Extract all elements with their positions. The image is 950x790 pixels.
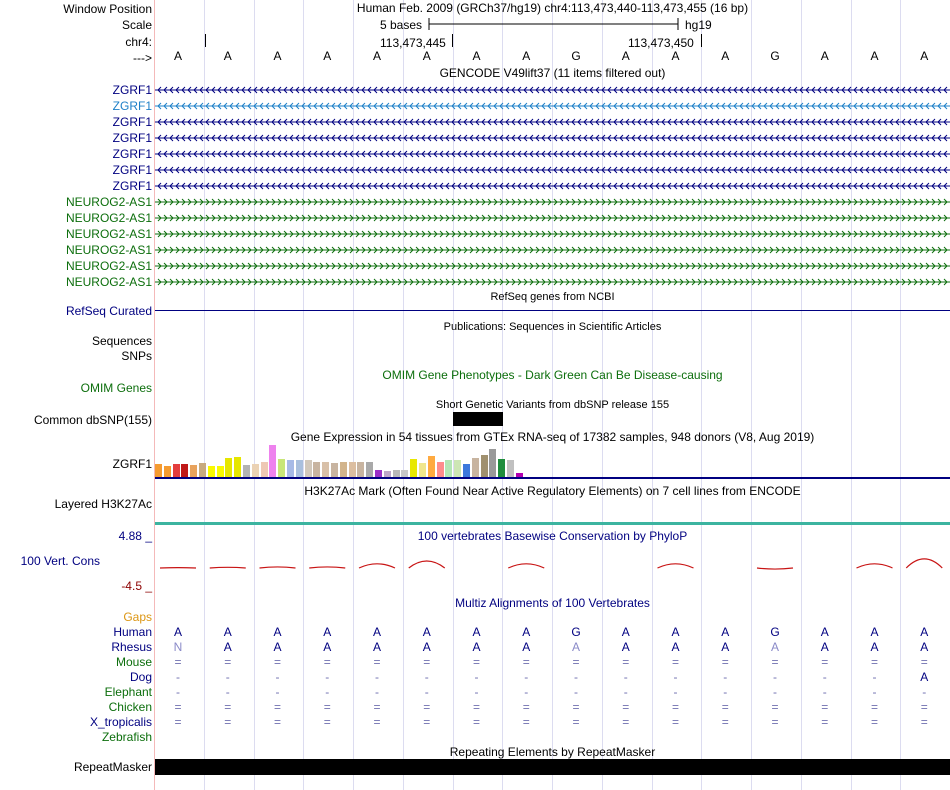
base-letter: A bbox=[522, 49, 531, 63]
gencode-transcript-label[interactable]: NEUROG2-AS1 bbox=[65, 227, 152, 241]
gtex-bar-chart[interactable] bbox=[155, 444, 555, 477]
gencode-transcript-line[interactable] bbox=[155, 84, 950, 96]
multiz-track-title: Multiz Alignments of 100 Vertebrates bbox=[455, 596, 650, 610]
multiz-base: - bbox=[822, 685, 827, 699]
multiz-base: - bbox=[474, 685, 479, 699]
phylop-ymax-label: 4.88 _ bbox=[118, 529, 152, 543]
multiz-base: = bbox=[522, 700, 530, 714]
multiz-base: - bbox=[325, 670, 330, 684]
multiz-base: = bbox=[273, 700, 282, 714]
gtex-tissue-bar[interactable] bbox=[401, 470, 408, 477]
gtex-tissue-bar[interactable] bbox=[393, 470, 400, 477]
multiz-base: = bbox=[920, 655, 928, 669]
gtex-tissue-bar[interactable] bbox=[437, 462, 444, 477]
coord-tick bbox=[452, 34, 453, 47]
multiz-base: = bbox=[771, 715, 779, 729]
phylop-score-peak bbox=[508, 564, 544, 568]
gtex-tissue-bar[interactable] bbox=[357, 462, 364, 477]
scale-bases-text: 5 bases bbox=[380, 18, 423, 32]
coord-label-1: 113,473,445 bbox=[380, 36, 446, 50]
multiz-base: A bbox=[671, 625, 680, 639]
gencode-transcript-label[interactable]: NEUROG2-AS1 bbox=[65, 243, 152, 257]
multiz-base: - bbox=[176, 685, 180, 699]
multiz-base: - bbox=[375, 670, 379, 684]
gencode-transcript-label[interactable]: ZGRF1 bbox=[112, 131, 152, 145]
phylop-ymin-label: -4.5 _ bbox=[121, 579, 152, 593]
multiz-base: A bbox=[472, 640, 481, 654]
multiz-base: - bbox=[773, 685, 777, 699]
omim-track-label[interactable]: OMIM Genes bbox=[80, 381, 152, 395]
multiz-base: = bbox=[671, 715, 680, 729]
multiz-base: A bbox=[770, 640, 780, 654]
gtex-tissue-bar[interactable] bbox=[190, 465, 197, 477]
multiz-base: G bbox=[770, 625, 780, 639]
multiz-base: = bbox=[323, 700, 331, 714]
publications-track-title: Publications: Sequences in Scientific Articles bbox=[443, 321, 662, 333]
gtex-tissue-bar[interactable] bbox=[296, 460, 303, 477]
multiz-base: A bbox=[671, 640, 680, 654]
multiz-base: - bbox=[275, 670, 280, 684]
base-letter: A bbox=[372, 49, 382, 63]
multiz-base: - bbox=[574, 670, 578, 684]
multiz-base: - bbox=[424, 670, 429, 684]
gtex-tissue-bar[interactable] bbox=[340, 462, 347, 477]
gencode-transcript-line[interactable] bbox=[155, 148, 950, 160]
multiz-base: = bbox=[273, 655, 282, 669]
multiz-base: A bbox=[273, 625, 282, 639]
multiz-base: = bbox=[224, 655, 232, 669]
gtex-tissue-bar[interactable] bbox=[217, 466, 224, 477]
multiz-base: - bbox=[872, 685, 877, 699]
base-letter: A bbox=[472, 49, 481, 63]
phylop-score-peak bbox=[309, 567, 345, 568]
multiz-base: A bbox=[920, 640, 929, 654]
multiz-base: = bbox=[373, 655, 381, 669]
gtex-tissue-bar[interactable] bbox=[463, 464, 470, 477]
multiz-base: = bbox=[572, 655, 580, 669]
multiz-base: A bbox=[323, 640, 332, 654]
multiz-base: A bbox=[372, 625, 382, 639]
gtex-tissue-bar[interactable] bbox=[498, 459, 505, 477]
coord-tick bbox=[701, 34, 702, 47]
multiz-base: = bbox=[920, 700, 928, 714]
multiz-base: - bbox=[723, 685, 728, 699]
base-letter: A bbox=[273, 49, 282, 63]
multiz-base: A bbox=[870, 640, 879, 654]
phylop-score-peak bbox=[658, 564, 694, 568]
multiz-base: = bbox=[622, 655, 630, 669]
gtex-tissue-bar[interactable] bbox=[173, 464, 180, 477]
multiz-base: A bbox=[422, 640, 431, 654]
multiz-base: A bbox=[820, 640, 829, 654]
multiz-base: A bbox=[273, 640, 282, 654]
multiz-base: - bbox=[375, 685, 379, 699]
multiz-base: A bbox=[223, 640, 232, 654]
phylop-score-peak bbox=[857, 564, 893, 568]
gtex-tissue-bar[interactable] bbox=[489, 449, 496, 477]
multiz-base: = bbox=[771, 700, 779, 714]
multiz-base: = bbox=[522, 715, 530, 729]
window-position-label: Window Position bbox=[63, 2, 152, 16]
gtex-tissue-bar[interactable] bbox=[261, 462, 268, 477]
scale-bar bbox=[428, 17, 680, 31]
multiz-species-label[interactable]: Chicken bbox=[108, 700, 152, 714]
gtex-track-title: Gene Expression in 54 tissues from GTEx RNA-seq of 17382 samples, 948 donors (V8, Aug 2019) bbox=[290, 430, 815, 444]
multiz-base: - bbox=[623, 685, 628, 699]
gtex-tissue-bar[interactable] bbox=[331, 463, 338, 477]
multiz-base: = bbox=[423, 700, 431, 714]
h3k27ac-track-label[interactable]: Layered H3K27Ac bbox=[54, 497, 152, 511]
gencode-transcript-line[interactable] bbox=[155, 244, 950, 256]
repeatmasker-track-label[interactable]: RepeatMasker bbox=[73, 760, 152, 774]
multiz-species-label[interactable]: Rhesus bbox=[111, 640, 152, 654]
gtex-tissue-bar[interactable] bbox=[366, 462, 373, 477]
multiz-base: - bbox=[424, 685, 429, 699]
multiz-base: - bbox=[723, 670, 728, 684]
multiz-base: - bbox=[474, 670, 479, 684]
multiz-base: = bbox=[622, 700, 630, 714]
base-letter: A bbox=[820, 49, 829, 63]
multiz-species-label[interactable]: Zebrafish bbox=[101, 730, 152, 744]
gtex-tissue-bar[interactable] bbox=[234, 457, 241, 477]
coord-tick bbox=[205, 34, 206, 47]
multiz-base: = bbox=[721, 655, 729, 669]
omim-track-title: OMIM Gene Phenotypes - Dark Green Can Be Disease-causing bbox=[382, 368, 723, 382]
multiz-base: = bbox=[373, 715, 381, 729]
multiz-base: A bbox=[870, 625, 879, 639]
multiz-base: = bbox=[423, 655, 431, 669]
gtex-tissue-bar[interactable] bbox=[225, 458, 232, 477]
multiz-base: - bbox=[872, 670, 877, 684]
gencode-transcript-label[interactable]: ZGRF1 bbox=[112, 163, 152, 177]
multiz-base: = bbox=[870, 700, 879, 714]
multiz-species-label[interactable]: Human bbox=[113, 625, 152, 639]
multiz-base: = bbox=[870, 655, 879, 669]
multiz-base: = bbox=[423, 715, 431, 729]
refseq-track-title: RefSeq genes from NCBI bbox=[490, 291, 615, 303]
multiz-base: = bbox=[870, 715, 879, 729]
multiz-base: = bbox=[572, 715, 580, 729]
refseq-gene-line[interactable] bbox=[155, 310, 950, 311]
phylop-score-peak bbox=[409, 561, 445, 568]
multiz-base: = bbox=[323, 655, 331, 669]
multiz-base: - bbox=[574, 685, 578, 699]
multiz-base: = bbox=[472, 700, 481, 714]
gencode-transcript-line[interactable] bbox=[155, 132, 950, 144]
multiz-base: = bbox=[771, 655, 779, 669]
multiz-base: = bbox=[224, 700, 232, 714]
scale-label: Scale bbox=[121, 18, 152, 32]
base-letter: A bbox=[671, 49, 680, 63]
gtex-tissue-bar[interactable] bbox=[199, 463, 206, 477]
multiz-base: A bbox=[173, 625, 183, 639]
multiz-gaps-label: Gaps bbox=[123, 610, 152, 624]
gtex-tissue-bar[interactable] bbox=[428, 456, 435, 477]
gencode-transcript-label[interactable]: NEUROG2-AS1 bbox=[65, 275, 152, 289]
multiz-base: = bbox=[224, 715, 232, 729]
phylop-score-peak bbox=[757, 568, 793, 569]
multiz-base: - bbox=[325, 685, 330, 699]
track-label-column bbox=[0, 0, 154, 790]
multiz-base: = bbox=[671, 700, 680, 714]
gtex-tissue-bar[interactable] bbox=[243, 465, 250, 477]
base-letter: A bbox=[920, 49, 929, 63]
multiz-species-label[interactable]: Elephant bbox=[104, 685, 152, 699]
multiz-base: = bbox=[373, 700, 381, 714]
base-letter: A bbox=[173, 49, 183, 63]
multiz-base: - bbox=[773, 670, 777, 684]
multiz-base: = bbox=[174, 715, 182, 729]
multiz-base: = bbox=[472, 655, 481, 669]
base-letter: G bbox=[571, 49, 581, 63]
gtex-tissue-bar[interactable] bbox=[472, 458, 479, 477]
base-letter: A bbox=[621, 49, 630, 63]
multiz-base: = bbox=[671, 655, 680, 669]
multiz-base: A bbox=[621, 625, 630, 639]
repeatmasker-track-title: Repeating Elements by RepeatMasker bbox=[449, 745, 656, 759]
multiz-base: = bbox=[472, 715, 481, 729]
multiz-base: A bbox=[920, 670, 929, 684]
gencode-transcript-line[interactable] bbox=[155, 164, 950, 176]
multiz-species-label[interactable]: Dog bbox=[129, 670, 152, 684]
multiz-species-label[interactable]: X_tropicalis bbox=[89, 715, 152, 729]
multiz-base: = bbox=[273, 715, 282, 729]
gtex-tissue-bar[interactable] bbox=[410, 459, 417, 477]
base-letter: A bbox=[721, 49, 730, 63]
gtex-tissue-bar[interactable] bbox=[305, 460, 312, 477]
gtex-tissue-bar[interactable] bbox=[155, 464, 162, 477]
phylop-score-peak bbox=[210, 567, 246, 568]
coord-label-2: 113,473,450 bbox=[628, 36, 694, 50]
gtex-tissue-bar[interactable] bbox=[181, 464, 188, 477]
multiz-base: - bbox=[225, 670, 230, 684]
multiz-base: - bbox=[673, 685, 678, 699]
chr-label: chr4: bbox=[125, 35, 152, 49]
gtex-tissue-bar[interactable] bbox=[164, 466, 171, 477]
gencode-transcript-label[interactable]: ZGRF1 bbox=[112, 147, 152, 161]
gtex-tissue-bar[interactable] bbox=[445, 460, 452, 477]
multiz-base: A bbox=[721, 625, 730, 639]
multiz-base: - bbox=[225, 685, 230, 699]
gtex-tissue-bar[interactable] bbox=[208, 466, 215, 477]
multiz-base: - bbox=[822, 670, 827, 684]
multiz-base: A bbox=[472, 625, 481, 639]
multiz-base: A bbox=[422, 625, 431, 639]
multiz-base: = bbox=[721, 700, 729, 714]
repeatmasker-element-block[interactable] bbox=[155, 759, 950, 775]
gtex-tissue-bar[interactable] bbox=[481, 455, 488, 477]
publications-snps-label[interactable]: SNPs bbox=[121, 349, 152, 363]
gencode-transcript-label[interactable]: NEUROG2-AS1 bbox=[65, 259, 152, 273]
multiz-base: A bbox=[522, 640, 531, 654]
scale-db-text: hg19 bbox=[685, 18, 712, 32]
gtex-tissue-bar[interactable] bbox=[313, 462, 320, 477]
phylop-score-peak bbox=[260, 567, 296, 568]
base-letter: A bbox=[870, 49, 879, 63]
gencode-transcript-line[interactable] bbox=[155, 260, 950, 272]
multiz-base: - bbox=[524, 685, 529, 699]
base-letter: G bbox=[770, 49, 780, 63]
gtex-tissue-bar[interactable] bbox=[507, 460, 514, 477]
multiz-base: N bbox=[173, 640, 183, 654]
multiz-base: - bbox=[673, 670, 678, 684]
multiz-base: - bbox=[176, 670, 180, 684]
gencode-transcript-line[interactable] bbox=[155, 212, 950, 224]
multiz-base: = bbox=[174, 655, 182, 669]
multiz-base: A bbox=[621, 640, 630, 654]
multiz-base: = bbox=[174, 700, 182, 714]
gtex-tissue-bar[interactable] bbox=[349, 462, 356, 477]
gencode-transcript-line[interactable] bbox=[155, 196, 950, 208]
gencode-transcript-line[interactable] bbox=[155, 116, 950, 128]
multiz-base: = bbox=[622, 715, 630, 729]
h3k27ac-track-title: H3K27Ac Mark (Often Found Near Active Regulatory Elements) on 7 cell lines from ENCODE bbox=[304, 484, 801, 498]
assembly-position-text: Human Feb. 2009 (GRCh37/hg19) chr4:113,473,440-113,473,455 (16 bp) bbox=[356, 1, 749, 15]
gtex-tissue-bar[interactable] bbox=[419, 463, 426, 477]
gencode-transcript-label[interactable]: ZGRF1 bbox=[112, 83, 152, 97]
multiz-base: - bbox=[623, 670, 628, 684]
track-display-area[interactable] bbox=[155, 0, 950, 790]
publications-sequences-label[interactable]: Sequences bbox=[91, 334, 152, 348]
multiz-species-label[interactable]: Mouse bbox=[115, 655, 152, 669]
phylop-score-peak bbox=[359, 564, 395, 568]
gencode-transcript-line[interactable] bbox=[155, 180, 950, 192]
multiz-base: A bbox=[223, 625, 232, 639]
phylop-score-peak bbox=[906, 559, 942, 568]
dbsnp-track-title: Short Genetic Variants from dbSNP release 155 bbox=[435, 399, 670, 411]
gtex-tissue-bar[interactable] bbox=[269, 445, 276, 477]
gencode-track-title: GENCODE V49lift37 (11 items filtered out) bbox=[439, 66, 666, 80]
gtex-tissue-bar[interactable] bbox=[375, 470, 382, 477]
refseq-track-label[interactable]: RefSeq Curated bbox=[65, 304, 152, 318]
gtex-tissue-bar[interactable] bbox=[454, 460, 461, 477]
multiz-base: = bbox=[920, 715, 928, 729]
gencode-transcript-line[interactable] bbox=[155, 228, 950, 240]
gtex-tissue-bar[interactable] bbox=[322, 462, 329, 477]
multiz-base: A bbox=[820, 625, 829, 639]
gencode-transcript-line[interactable] bbox=[155, 276, 950, 288]
multiz-base: - bbox=[922, 685, 927, 699]
multiz-base: A bbox=[522, 625, 531, 639]
multiz-base: A bbox=[372, 640, 382, 654]
gencode-transcript-label[interactable]: NEUROG2-AS1 bbox=[65, 195, 152, 209]
multiz-base: = bbox=[572, 700, 580, 714]
gtex-baseline bbox=[155, 477, 950, 479]
base-letter: A bbox=[422, 49, 431, 63]
multiz-base: = bbox=[821, 655, 829, 669]
phylop-track-title: 100 vertebrates Basewise Conservation by PhyloP bbox=[417, 529, 688, 543]
phylop-track-label[interactable]: 100 Vert. Cons bbox=[20, 554, 100, 568]
base-letter: A bbox=[223, 49, 232, 63]
phylop-plot[interactable] bbox=[155, 540, 950, 590]
multiz-base: A bbox=[920, 625, 929, 639]
multiz-base: G bbox=[571, 625, 581, 639]
gencode-transcript-label[interactable]: ZGRF1 bbox=[112, 115, 152, 129]
multiz-base: A bbox=[571, 640, 581, 654]
multiz-base: = bbox=[821, 700, 829, 714]
gtex-tissue-bar[interactable] bbox=[278, 459, 285, 477]
multiz-base: = bbox=[721, 715, 729, 729]
gencode-transcript-label[interactable]: ZGRF1 bbox=[112, 179, 152, 193]
multiz-base: = bbox=[522, 655, 530, 669]
gencode-transcript-label[interactable]: ZGRF1 bbox=[112, 99, 152, 113]
multiz-base: - bbox=[275, 685, 280, 699]
dbsnp-variant-block[interactable] bbox=[453, 412, 503, 426]
dbsnp-track-label[interactable]: Common dbSNP(155) bbox=[33, 413, 152, 427]
gtex-track-label[interactable]: ZGRF1 bbox=[112, 457, 152, 471]
h3k27ac-signal-line[interactable] bbox=[155, 522, 950, 525]
gencode-transcript-line[interactable] bbox=[155, 100, 950, 112]
multiz-base: = bbox=[821, 715, 829, 729]
strand-label: ---> bbox=[133, 51, 152, 65]
multiz-base: A bbox=[323, 625, 332, 639]
gtex-tissue-bar[interactable] bbox=[287, 460, 294, 477]
gtex-tissue-bar[interactable] bbox=[252, 464, 259, 477]
multiz-base: = bbox=[323, 715, 331, 729]
base-letter: A bbox=[323, 49, 332, 63]
multiz-base: A bbox=[721, 640, 730, 654]
multiz-base: - bbox=[524, 670, 529, 684]
gencode-transcript-label[interactable]: NEUROG2-AS1 bbox=[65, 211, 152, 225]
